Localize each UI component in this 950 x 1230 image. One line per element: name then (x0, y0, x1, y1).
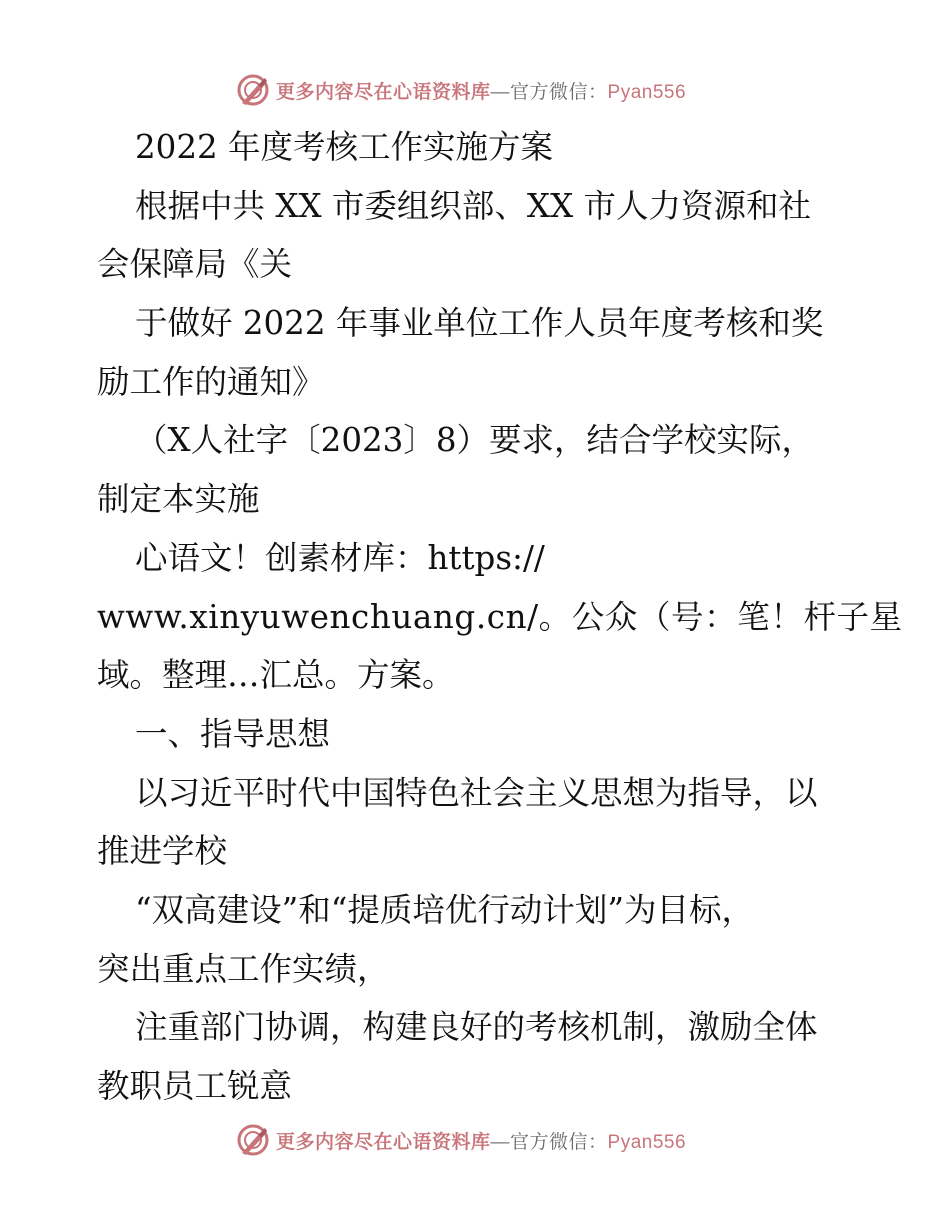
body-line: 根据中共 XX 市委组织部、XX 市人力资源和社 (135, 186, 812, 225)
watermark-separator: — (490, 81, 511, 103)
body-line: 心语文！创素材库：https:// (135, 538, 545, 577)
body-line: 于做好 2022 年事业单位工作人员年度考核和奖 (135, 304, 824, 343)
body-line: （X人社字〔2023〕8）要求，结合学校实际， (135, 421, 815, 460)
watermark-main-text: 更多内容尽在心语资料库 (276, 81, 491, 103)
pen-seal-logo-icon (236, 1123, 270, 1157)
watermark-text (276, 77, 686, 104)
watermark-wechat-id: Pyan556 (607, 81, 687, 103)
body-line: 突出重点工作实绩， (97, 949, 390, 988)
body-line: “双高建设”和“提质培优行动计划”为目标， (135, 890, 754, 929)
body-line: 教职员工锐意 (97, 1067, 293, 1105)
body-line: 制定本实施 (97, 480, 260, 519)
body-line: 注重部门协调，构建良好的考核机制，激励全体 (135, 1008, 818, 1047)
body-line: 会保障局《关 (97, 245, 293, 284)
footer-watermark (236, 1122, 686, 1158)
watermark-text (276, 1127, 686, 1154)
document-title: 2022 年度考核工作实施方案 (135, 128, 554, 166)
header-watermark (236, 72, 686, 108)
pen-seal-logo-icon (236, 73, 270, 107)
body-line: 域。整理…汇总。方案。 (97, 656, 455, 695)
body-line: www.xinyuwenchuang.cn/。公众（号：笔！杆子星 (97, 597, 903, 636)
watermark-main-text: 更多内容尽在心语资料库 (276, 1131, 491, 1153)
document-body (97, 124, 903, 1122)
body-line: 推进学校 (97, 832, 228, 871)
watermark-official-label: 官方微信： (510, 81, 608, 103)
watermark-official-label: 官方微信： (510, 1131, 608, 1153)
watermark-separator: — (490, 1131, 511, 1153)
body-line: 励工作的通知》 (97, 362, 325, 401)
body-line: 以习近平时代中国特色社会主义思想为指导，以 (135, 773, 818, 812)
watermark-wechat-id: Pyan556 (607, 1131, 687, 1153)
section-heading: 一、指导思想 (135, 714, 331, 753)
